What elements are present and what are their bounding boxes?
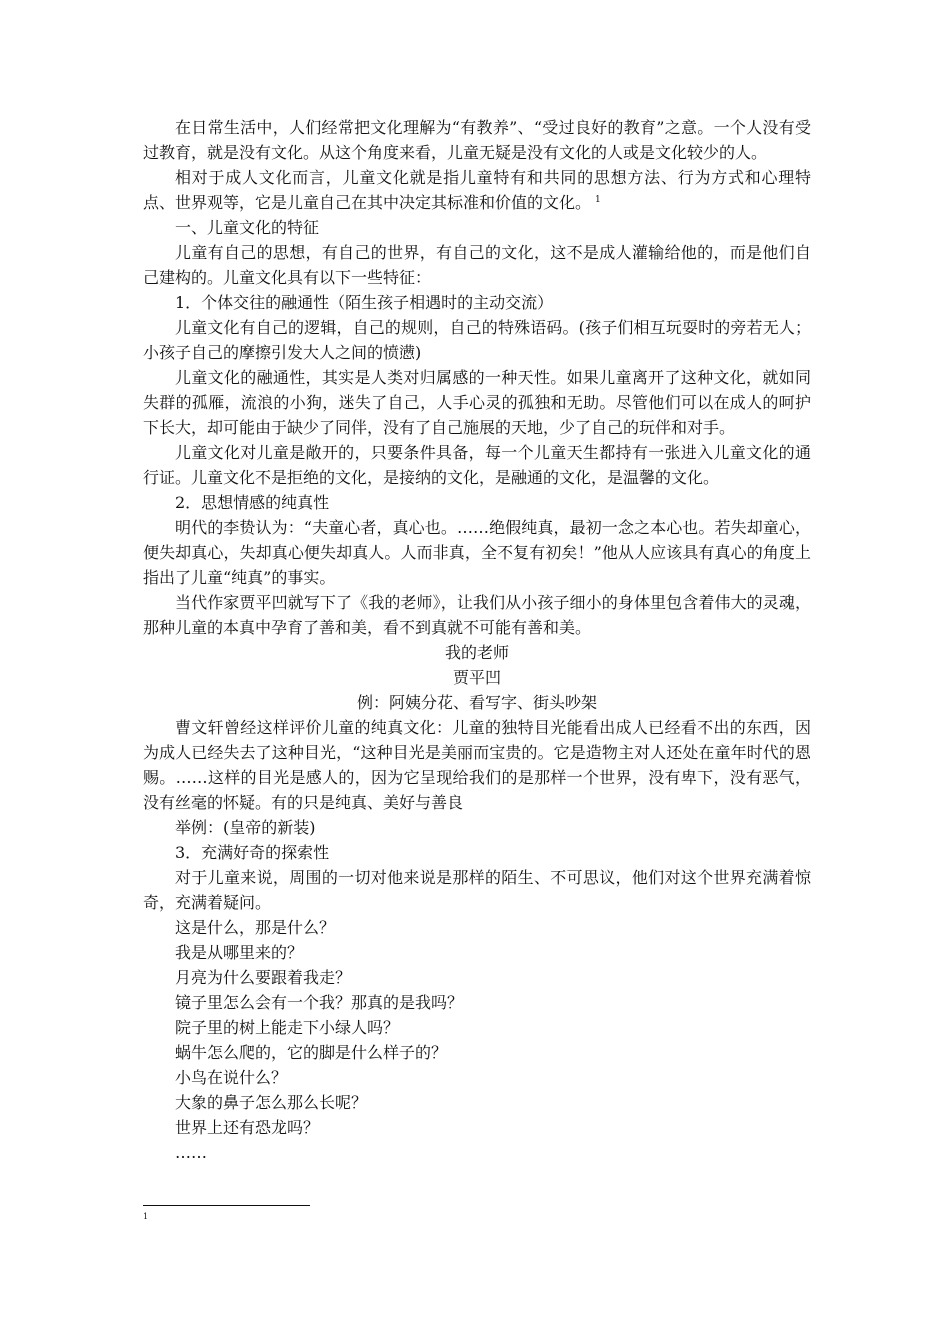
centered-line — [143, 665, 811, 690]
paragraph-text: 相对于成人文化而言，儿童文化就是指儿童特有和共同的思想方法、行为方式和心理特点、世界观等，它是儿童自己在其中决定其标准和价值的文化。 — [143, 168, 811, 212]
paragraph-text: 儿童文化对儿童是敞开的，只要条件具备，每一个儿童天生都持有一张进入儿童文化的通行证。儿童文化不是拒绝的文化，是接纳的文化，是融通的文化，是温馨的文化。 — [143, 443, 811, 487]
paragraph-text: 1．个体交往的融通性（陌生孩子相遇时的主动交流） — [175, 293, 554, 312]
paragraph-text: 例：阿姨分花、看写字、街头吵架 — [356, 693, 597, 712]
centered-line — [143, 690, 811, 715]
paragraph-text: 小鸟在说什么？ — [175, 1068, 288, 1087]
paragraph — [143, 240, 811, 290]
paragraph-text: 贾平凹 — [452, 668, 501, 687]
paragraph-text: 镜子里怎么会有一个我？那真的是我吗？ — [175, 993, 464, 1012]
paragraph — [143, 840, 811, 865]
paragraph — [143, 865, 811, 915]
paragraph — [143, 990, 811, 1015]
paragraph — [143, 1115, 811, 1140]
paragraph-text: 举例：(皇帝的新装) — [175, 818, 316, 837]
paragraph-text: 对于儿童来说，周围的一切对他来说是那样的陌生、不可思议，他们对这个世界充满着惊奇，充满着疑问。 — [143, 868, 811, 912]
paragraph — [143, 940, 811, 965]
paragraph — [143, 1065, 811, 1090]
paragraph — [143, 490, 811, 515]
paragraph-text: 当代作家贾平凹就写下了《我的老师》，让我们从小孩子细小的身体里包含着伟大的灵魂，那种儿童的本真中孕育了善和美，看不到真就不可能有善和美。 — [143, 593, 811, 637]
paragraph-text: 蜗牛怎么爬的，它的脚是什么样子的？ — [175, 1043, 448, 1062]
paragraph — [143, 815, 811, 840]
paragraph-text: 我的老师 — [444, 643, 509, 662]
document-body — [143, 115, 811, 1165]
paragraph — [143, 515, 811, 590]
paragraph-text: 儿童文化有自己的逻辑，自己的规则，自己的特殊语码。(孩子们相互玩耍时的旁若无人；小孩子自己的摩擦引发大人之间的愤懑) — [143, 318, 811, 362]
paragraph-text: 这是什么，那是什么？ — [175, 918, 336, 937]
footnote-marker: 1 — [143, 1212, 149, 1221]
paragraph — [143, 290, 811, 315]
paragraph — [143, 440, 811, 490]
paragraph — [143, 365, 811, 440]
paragraph — [143, 165, 811, 215]
paragraph — [143, 965, 811, 990]
paragraph-text: 2．思想情感的纯真性 — [175, 493, 330, 512]
paragraph — [143, 1090, 811, 1115]
paragraph — [143, 1140, 811, 1165]
paragraph — [143, 1040, 811, 1065]
paragraph-text: …… — [175, 1143, 207, 1162]
paragraph — [143, 315, 811, 365]
paragraph-text: 儿童文化的融通性，其实是人类对归属感的一种天性。如果儿童离开了这种文化，就如同失群的孤雁，流浪的小狗，迷失了自己，人手心灵的孤独和无助。尽管他们可以在成人的呵护下长大，却可能由于缺少了同伴，没有了自己施展的天地，少了自己的玩伴和对手。 — [143, 368, 811, 437]
paragraph-text: 曹文轩曾经这样评价儿童的纯真文化：儿童的独特目光能看出成人已经看不出的东西，因为成人已经失去了这种目光，“这种目光是美丽而宝贵的。它是造物主对人还处在童年时代的恩赐。……这样的目光是感人的，因为它呈现给我们的是那样一个世界，没有卑下，没有恶气，没有丝毫的怀疑。有的只是纯真、美好与善良 — [143, 718, 811, 812]
paragraph — [143, 215, 811, 240]
paragraph-text: 儿童有自己的思想，有自己的世界，有自己的文化，这不是成人灌输给他的，而是他们自己建构的。儿童文化具有以下一些特征： — [143, 243, 811, 287]
paragraph-text: 在日常生活中，人们经常把文化理解为“有教养”、“受过良好的教育”之意。一个人没有受过教育，就是没有文化。从这个角度来看，儿童无疑是没有文化的人或是文化较少的人。 — [143, 118, 811, 162]
paragraph-text: 月亮为什么要跟着我走？ — [175, 968, 352, 987]
paragraph-text: 明代的李贽认为：“夫童心者，真心也。……绝假纯真，最初一念之本心也。若失却童心，便失却真心，失却真心便失却真人。人而非真，全不复有初矣！”他从人应该具有真心的角度上指出了儿童“纯真”的事实。 — [143, 518, 811, 587]
paragraph — [143, 1015, 811, 1040]
centered-line — [143, 640, 811, 665]
paragraph-text: 大象的鼻子怎么那么长呢？ — [175, 1093, 368, 1112]
paragraph-text: 3．充满好奇的探索性 — [175, 843, 330, 862]
paragraph — [143, 590, 811, 640]
footnote-separator — [143, 1205, 310, 1206]
paragraph — [143, 115, 811, 165]
paragraph-text: 我是从哪里来的？ — [175, 943, 304, 962]
paragraph — [143, 915, 811, 940]
paragraph-text: 院子里的树上能走下小绿人吗？ — [175, 1018, 400, 1037]
paragraph — [143, 715, 811, 815]
paragraph-text: 一、儿童文化的特征 — [175, 218, 320, 237]
footnote-reference: 1 — [595, 194, 601, 205]
paragraph-text: 世界上还有恐龙吗？ — [175, 1118, 320, 1137]
